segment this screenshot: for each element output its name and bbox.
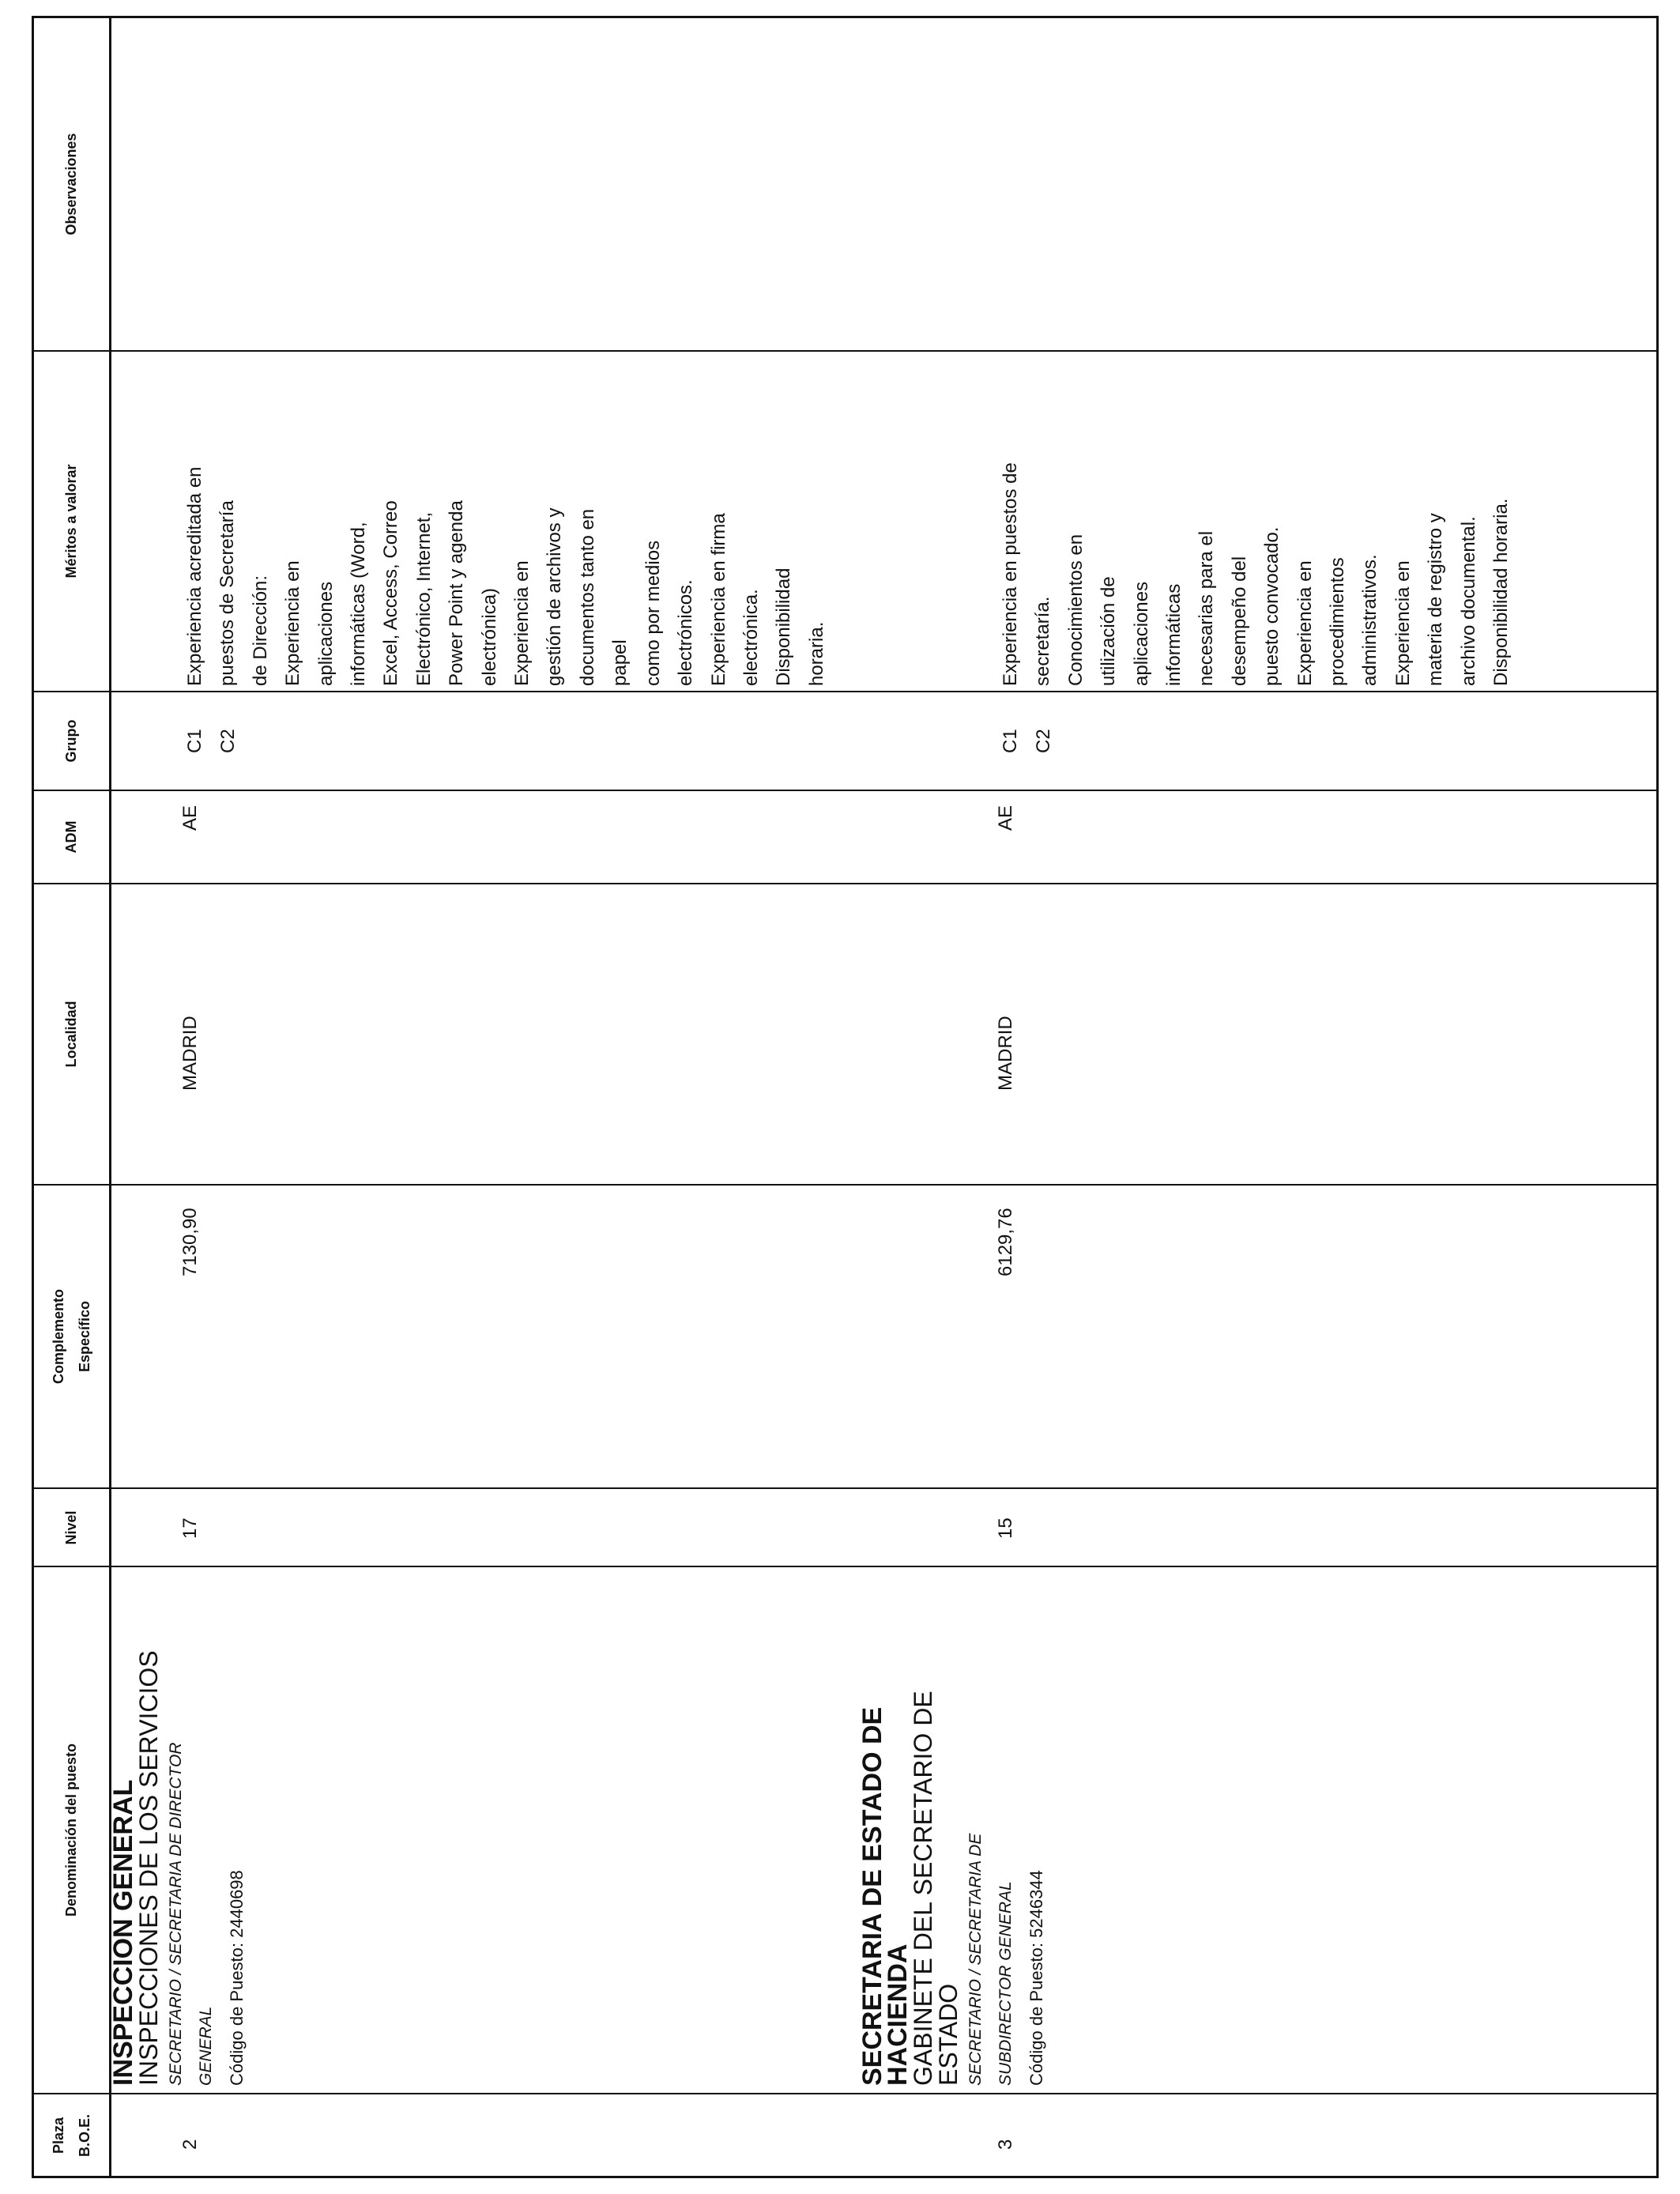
row-2-unidad: GABINETE DEL SECRETARIO DE ESTADO bbox=[909, 1691, 962, 2086]
header-plaza: Plaza B.O.E. bbox=[50, 2114, 92, 2158]
column-divider bbox=[32, 1487, 1659, 1489]
header-adm: ADM bbox=[63, 820, 79, 854]
row-2-plaza: 3 bbox=[995, 2139, 1016, 2150]
header-complemento: Complemento Específico bbox=[50, 1289, 92, 1385]
row-1-nivel: 17 bbox=[179, 1517, 201, 1539]
header-observaciones: Observaciones bbox=[63, 133, 79, 236]
row-2-codigo: Código de Puesto: 5246344 bbox=[1026, 1870, 1046, 2086]
row-2-puesto: SECRETARIO / SECRETARIA DE SUBDIRECTOR GENERAL bbox=[966, 1833, 1015, 2086]
row-1-meritos: Experiencia acreditada en puestos de Secretaría de Dirección: Experiencia en aplicaciones informáticas (Word, Excel, Access, Correo Electrónico, Internet, Power Point y agenda electrónica) Experiencia en gestión de archivos y documentos tanto en papel como por medios electrónicos. Experiencia en firma electrónica. Disponibilidad horaria. bbox=[184, 466, 827, 686]
column-divider bbox=[32, 691, 1659, 692]
row-2-localidad: MADRID bbox=[995, 1016, 1016, 1091]
header-grupo: Grupo bbox=[63, 719, 79, 763]
row-1-denominacion bbox=[108, 1572, 253, 2086]
row-2-complemento: 6129,76 bbox=[995, 1208, 1016, 1276]
column-divider bbox=[32, 790, 1659, 791]
column-divider bbox=[32, 2093, 1659, 2094]
row-2-centro: SECRETARIA DE ESTADO DE HACIENDA bbox=[857, 1706, 913, 2086]
row-1-complemento: 7130,90 bbox=[179, 1208, 201, 1276]
column-divider bbox=[32, 883, 1659, 884]
row-2-meritos: Experiencia en puestos de secretaría. Conocimientos en utilización de aplicaciones informáticas necesarias para el desempeño del puesto convocado. Experiencia en procedimientos administrativos. Experiencia en materia de registro y archivo documental. Disponibilidad horaria. bbox=[1000, 462, 1512, 686]
row-1-localidad: MADRID bbox=[179, 1016, 201, 1091]
header-localidad: Localidad bbox=[63, 1001, 79, 1068]
row-1-plaza: 2 bbox=[179, 2139, 201, 2150]
row-1-puesto: SECRETARIO / SECRETARIA DE DIRECTOR GENERAL bbox=[167, 1742, 215, 2086]
row-1-grupo: C1 C2 bbox=[184, 729, 239, 753]
row-2-adm: AE bbox=[995, 805, 1016, 831]
column-divider bbox=[32, 1566, 1659, 1567]
header-nivel: Nivel bbox=[63, 1510, 79, 1545]
table-frame bbox=[32, 16, 1659, 2178]
row-1-adm: AE bbox=[179, 805, 201, 831]
row-1-centro: INSPECCION GENERAL bbox=[108, 1779, 138, 2086]
header-meritos: Méritos a valorar bbox=[63, 464, 79, 579]
row-1-unidad: INSPECCIONES DE LOS SERVICIOS bbox=[134, 1650, 163, 2086]
header-denominacion: Denominación del puesto bbox=[63, 1743, 79, 1917]
row-2-grupo: C1 C2 bbox=[1000, 729, 1054, 753]
column-divider bbox=[32, 350, 1659, 352]
row-1-codigo: Código de Puesto: 2440698 bbox=[227, 1870, 247, 2086]
row-2-denominacion bbox=[857, 1572, 1053, 2086]
column-divider bbox=[32, 1184, 1659, 1186]
row-2-nivel: 15 bbox=[995, 1517, 1016, 1539]
